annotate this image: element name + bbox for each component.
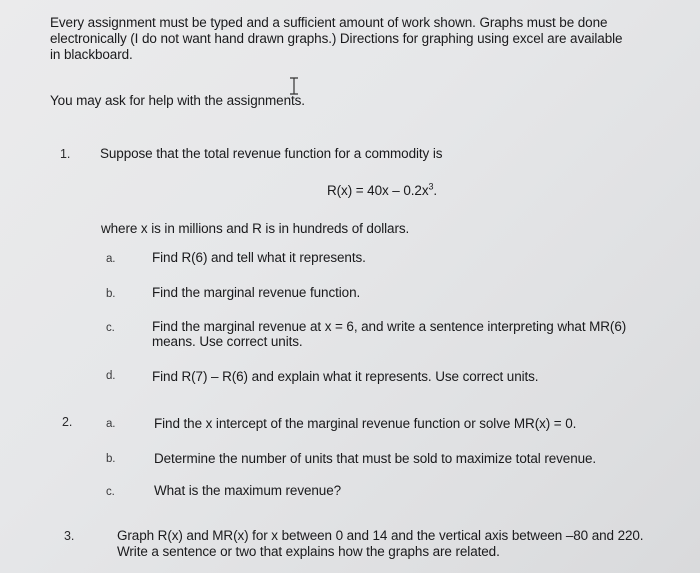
- q1-where: where x is in millions and R is in hundreds of dollars.: [101, 221, 410, 236]
- q2c-text: What is the maximum revenue?: [154, 483, 342, 498]
- q3-line-2: Write a sentence or two that explains how the graphs are related.: [117, 544, 500, 559]
- q1-stem: Suppose that the total revenue function for a commodity is: [100, 146, 443, 161]
- q1b-text: Find the marginal revenue function.: [152, 285, 361, 300]
- q1a-label: a.: [106, 253, 116, 265]
- q3-line-1: Graph R(x) and MR(x) for x between 0 and 14 and the vertical axis between –80 and 220.: [117, 528, 644, 543]
- q1c-label: c.: [106, 322, 115, 334]
- intro-line-2: electronically (I do not want hand drawn graphs.) Directions for graphing using excel are available: [50, 31, 623, 46]
- q2-number: 2.: [62, 415, 73, 429]
- formula-end: .: [433, 183, 438, 198]
- formula-exponent: 3: [428, 181, 434, 192]
- q1b-label: b.: [106, 288, 116, 300]
- q2b-label: b.: [106, 453, 116, 465]
- q1c-text-line-2: means. Use correct units.: [152, 334, 303, 349]
- q3-number: 3.: [64, 529, 75, 543]
- q2a-text: Find the x intercept of the marginal revenue function or solve MR(x) = 0.: [154, 416, 577, 431]
- q1-formula: [327, 183, 437, 199]
- q1-number: 1.: [60, 147, 71, 161]
- formula-main: R(x) = 40x – 0.2x: [327, 183, 429, 198]
- q2b-text: Determine the number of units that must be sold to maximize total revenue.: [154, 451, 597, 466]
- intro-line-3: in blackboard.: [50, 47, 133, 62]
- q1d-label: d.: [106, 370, 116, 382]
- q2a-label: a.: [106, 418, 116, 430]
- q1c-text-line-1: Find the marginal revenue at x = 6, and write a sentence interpreting what MR(6): [152, 319, 627, 334]
- intro-line-1: Every assignment must be typed and a sufficient amount of work shown. Graphs must be done: [50, 15, 608, 30]
- q2c-label: c.: [106, 486, 115, 498]
- q1a-text: Find R(6) and tell what it represents.: [152, 250, 366, 265]
- help-note: You may ask for help with the assignments.: [50, 93, 305, 108]
- q1d-text: Find R(7) – R(6) and explain what it represents. Use correct units.: [152, 369, 539, 384]
